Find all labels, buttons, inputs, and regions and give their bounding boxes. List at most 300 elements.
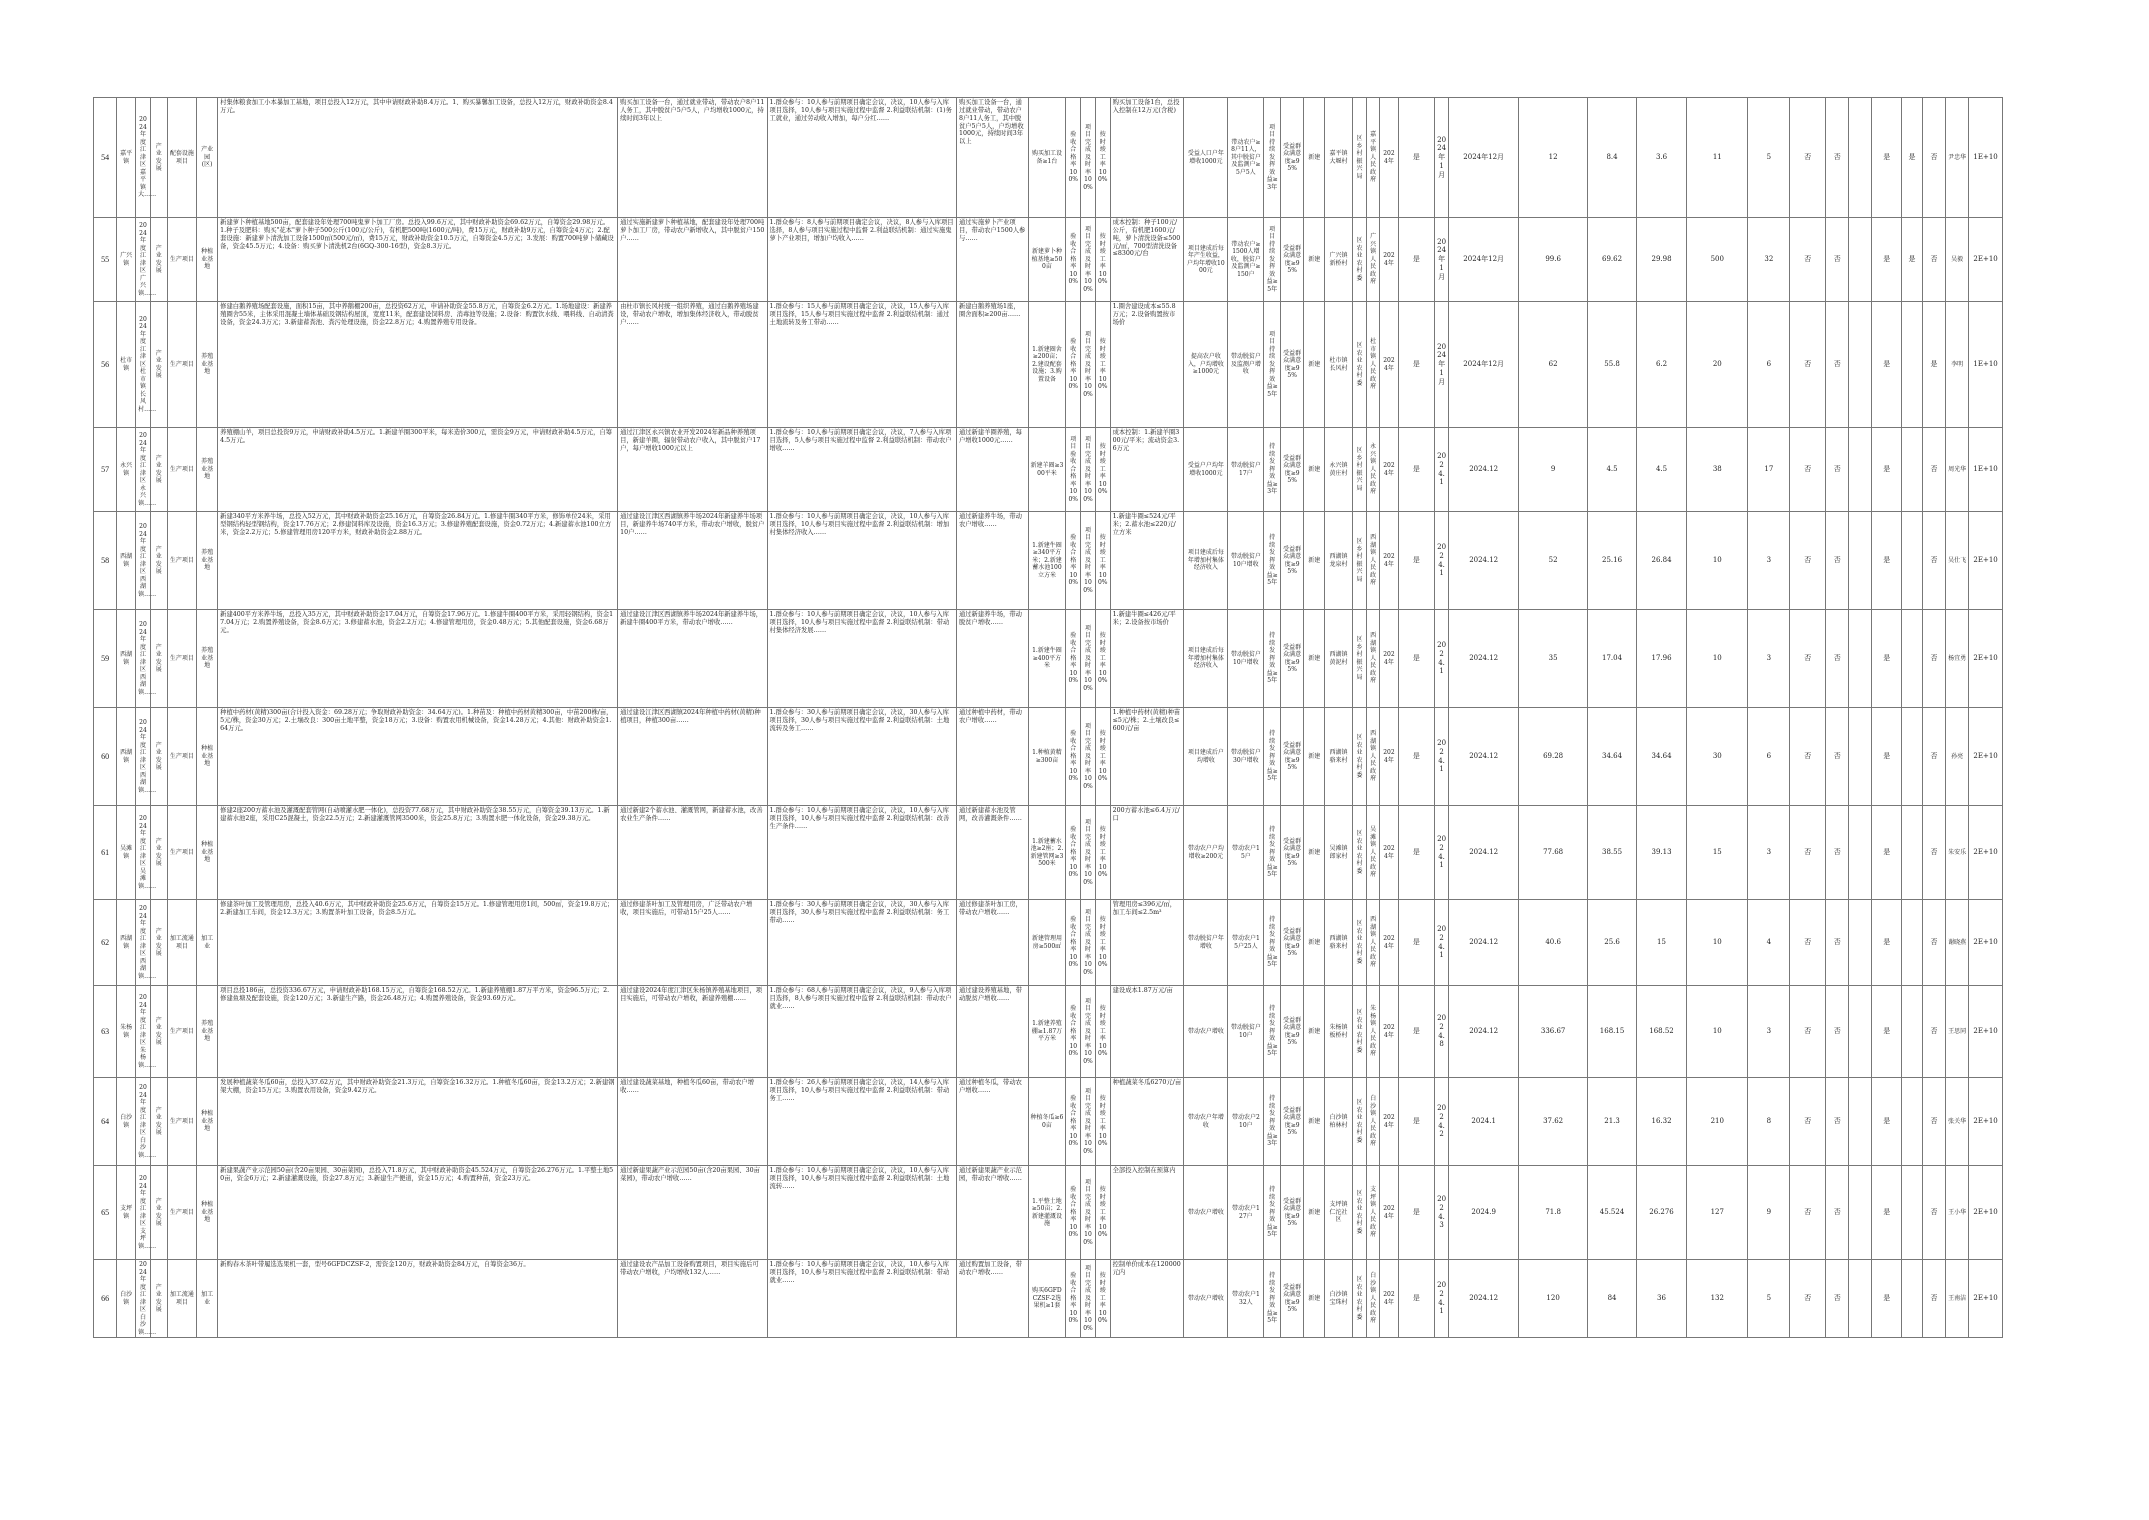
flag3-cell xyxy=(1849,708,1872,806)
contact-person-cell: 周光华 xyxy=(1946,428,1969,512)
table-row xyxy=(94,302,2060,428)
fiscal-fund-cell: 69.62 xyxy=(1588,218,1636,302)
flag3-cell xyxy=(1849,1078,1872,1166)
content-cell: 新建果蔬产业示范园50亩(含20亩果园、30亩菜园)，总投入71.8万元，其中财政补助资金45.524万元，自筹资金26.276万元。1.平整土地50亩，资金6万元；2.新建灌溉设施，资金27.8万元；3.新建生产便道，资金15万元；4.购置种苗，资金23万元。 xyxy=(218,1166,618,1260)
year-cell: 2024年 xyxy=(1379,1166,1398,1260)
category-cell: 产业发展 xyxy=(150,1166,167,1260)
flag5-cell xyxy=(1901,428,1922,512)
project-name-cell: 2024年度江津区嘉平镇大…… xyxy=(136,98,151,218)
mechanism-cell: 1.群众参与：10人参与前期项目确定会议，决议，10人参与入库项目选择，10人参与项目实施过程中监督 2.利益联结机制：改善生产条件…… xyxy=(767,806,956,900)
phone-cell: 2E+10 xyxy=(1969,708,2003,806)
persons-cell: 4 xyxy=(1748,900,1790,986)
dept-cell: 区农业农村委 xyxy=(1352,218,1367,302)
econ-benefit-cell: 成本控制：种子100元/公斤，有机肥1600元/吨，萝卜清洗设备≤500元/㎡，700型清洗设备≤8300元/台 xyxy=(1110,218,1184,302)
project-name-cell: 2024年度江津区西湖镇…… xyxy=(136,512,151,610)
total-investment-cell: 40.6 xyxy=(1518,900,1587,986)
owner-cell: 支坪镇人民政府 xyxy=(1367,1166,1380,1260)
flag2-cell: 否 xyxy=(1826,986,1849,1078)
row-number: 65 xyxy=(94,1166,117,1260)
location-cell: 杜市镇长风村 xyxy=(1325,302,1352,428)
flag1-cell: 否 xyxy=(1790,218,1826,302)
location-cell: 西湖镇骆来村 xyxy=(1325,900,1352,986)
flag6-cell: 是 xyxy=(1922,302,1945,428)
project-name-cell: 2024年度江津区西湖镇…… xyxy=(136,900,151,986)
fiscal-fund-cell: 45.524 xyxy=(1588,1166,1636,1260)
cost-cell: 按时竣工率100% xyxy=(1095,1078,1110,1166)
table-row xyxy=(94,1260,2060,1338)
timeliness-cell: 项目完成及时率100% xyxy=(1081,302,1096,428)
cost-cell: 按时竣工率100% xyxy=(1095,806,1110,900)
econ-benefit-cell: 购买加工设备1台，总投入控制在12万元(含税) xyxy=(1110,98,1184,218)
dept-cell: 区农业农村委 xyxy=(1352,708,1367,806)
location-cell: 白沙镇宝珠村 xyxy=(1325,1260,1352,1338)
type-cell: 种植业基地 xyxy=(197,1166,218,1260)
owner-cell: 西湖镇人民政府 xyxy=(1367,610,1380,708)
satisfaction-cell: 受益群众满意度≥95% xyxy=(1281,302,1304,428)
self-fund-cell: 26.276 xyxy=(1636,1166,1687,1260)
subcategory-cell: 配套设施项目 xyxy=(167,98,196,218)
row-number: 64 xyxy=(94,1078,117,1166)
self-fund-cell: 34.64 xyxy=(1636,708,1687,806)
sustain-benefit-cell: 带动农户132人 xyxy=(1228,1260,1264,1338)
persons-cell: 3 xyxy=(1748,986,1790,1078)
nature-cell: 新建 xyxy=(1304,806,1325,900)
sustain-years-cell: 持续发挥效益≥5年 xyxy=(1264,512,1281,610)
phone-cell: 2E+10 xyxy=(1969,806,2003,900)
satisfaction-cell: 受益群众满意度≥95% xyxy=(1281,986,1304,1078)
social-benefit-cell: 带动农户户均增收≥200元 xyxy=(1184,806,1228,900)
subcategory-cell: 生产项目 xyxy=(167,986,196,1078)
indicator-cell: 通过实施萝卜产业项目，带动农户1500人参与…… xyxy=(956,218,1028,302)
indicator-cell: 通过种植中药材，带动农户增收…… xyxy=(956,708,1028,806)
output-cell: 1.新建圈舍≥200亩；2.建设配套设施；3.购置设备 xyxy=(1028,302,1066,428)
indicator-cell: 通过新建蓄水池及管网，改善灌溉条件…… xyxy=(956,806,1028,900)
flag1-cell: 否 xyxy=(1790,428,1826,512)
sustain-years-cell: 持续发挥效益≥5年 xyxy=(1264,986,1281,1078)
year-cell: 2024年 xyxy=(1379,806,1398,900)
flag3-cell xyxy=(1849,986,1872,1078)
table-row xyxy=(94,986,2060,1078)
cost-cell: 按时竣工率100% xyxy=(1095,428,1110,512)
phone-cell: 2E+10 xyxy=(1969,218,2003,302)
location-cell: 朱杨镇板桥村 xyxy=(1325,986,1352,1078)
type-cell: 产业园(区) xyxy=(197,98,218,218)
sustain-years-cell: 持续发挥效益≥5年 xyxy=(1264,610,1281,708)
households-cell: 10 xyxy=(1687,512,1748,610)
goal-cell: 由杜市镇长风村统一组织养殖，通过白鹅养殖场建设，带动农户增收，增加集体经济收入，带动脱贫户…… xyxy=(618,302,767,428)
nature-cell: 新建 xyxy=(1304,218,1325,302)
flag2-cell: 否 xyxy=(1826,1260,1849,1338)
fiscal-fund-cell: 84 xyxy=(1588,1260,1636,1338)
contact-person-cell: 谢晓燕 xyxy=(1946,900,1969,986)
content-cell: 新建400平方米养牛场，总投入35万元，其中财政补助资金17.04万元，自筹资金17.96万元。1.修建牛圈400平方米，采用轻钢结构，资金17.04万元；2.购置养殖设备，资金8.6万元；3.修建蓄水池，资金2.2万元；4.修建管理用房，资金0.48万元；5.其他配套设施，资金6.68万元。 xyxy=(218,610,618,708)
fiscal-fund-cell: 38.55 xyxy=(1588,806,1636,900)
indicator-cell: 通过修建茶叶加工房，带动农户增收…… xyxy=(956,900,1028,986)
sustain-years-cell: 项目持续发挥效益≥5年 xyxy=(1264,302,1281,428)
row-number: 66 xyxy=(94,1260,117,1338)
dept-cell: 区农业农村委 xyxy=(1352,806,1367,900)
project-name-cell: 2024年度江津区朱杨镇…… xyxy=(136,986,151,1078)
social-benefit-cell: 受益户户均年增收1000元 xyxy=(1184,428,1228,512)
year-cell: 2024年 xyxy=(1379,98,1398,218)
type-cell: 养殖业基地 xyxy=(197,428,218,512)
sustain-years-cell: 持续发挥效益≥3年 xyxy=(1264,428,1281,512)
sustain-years-cell: 项目持续发挥效益≥5年 xyxy=(1264,218,1281,302)
flag-cell: 是 xyxy=(1398,512,1434,610)
row-number: 60 xyxy=(94,708,117,806)
flag5-cell: 是 xyxy=(1901,218,1922,302)
quality-cell: 验收合格率100% xyxy=(1066,610,1081,708)
town-cell: 吴滩镇 xyxy=(117,806,136,900)
flag3-cell xyxy=(1849,302,1872,428)
total-investment-cell: 62 xyxy=(1518,302,1587,428)
fiscal-fund-cell: 55.8 xyxy=(1588,302,1636,428)
phone-cell: 2E+10 xyxy=(1969,1260,2003,1338)
category-cell: 产业发展 xyxy=(150,806,167,900)
total-investment-cell: 12 xyxy=(1518,98,1587,218)
flag6-cell: 否 xyxy=(1922,1166,1945,1260)
self-fund-cell: 17.96 xyxy=(1636,610,1687,708)
row-number: 58 xyxy=(94,512,117,610)
flag5-cell xyxy=(1901,610,1922,708)
town-cell: 西湖镇 xyxy=(117,900,136,986)
satisfaction-cell: 受益群众满意度≥95% xyxy=(1281,1166,1304,1260)
self-fund-cell: 26.84 xyxy=(1636,512,1687,610)
persons-cell: 9 xyxy=(1748,1166,1790,1260)
type-cell: 种植业基地 xyxy=(197,218,218,302)
town-cell: 白沙镇 xyxy=(117,1078,136,1166)
town-cell: 西湖镇 xyxy=(117,708,136,806)
flag6-cell: 否 xyxy=(1922,610,1945,708)
table-row xyxy=(94,512,2060,610)
households-cell: 38 xyxy=(1687,428,1748,512)
contact-person-cell: 孙亮 xyxy=(1946,708,1969,806)
quality-cell: 验收合格率100% xyxy=(1066,302,1081,428)
flag3-cell xyxy=(1849,1260,1872,1338)
sustain-benefit-cell: 带动农户127户 xyxy=(1228,1166,1264,1260)
flag2-cell: 否 xyxy=(1826,806,1849,900)
start-date-cell: 2024.3 xyxy=(1434,1166,1449,1260)
category-cell: 产业发展 xyxy=(150,1260,167,1338)
cost-cell: 按时竣工率100% xyxy=(1095,610,1110,708)
subcategory-cell: 加工流通项目 xyxy=(167,1260,196,1338)
timeliness-cell: 项目完成及时率100% xyxy=(1081,610,1096,708)
output-cell: 1.新建牛圈≥400平方米 xyxy=(1028,610,1066,708)
dept-cell: 区乡村振兴局 xyxy=(1352,610,1367,708)
households-cell: 11 xyxy=(1687,98,1748,218)
quality-cell: 验收合格率100% xyxy=(1066,98,1081,218)
flag1-cell: 否 xyxy=(1790,806,1826,900)
quality-cell: 验收合格率100% xyxy=(1066,1078,1081,1166)
project-name-cell: 2024年度江津区杜市镇长风村…… xyxy=(136,302,151,428)
self-fund-cell: 4.5 xyxy=(1636,428,1687,512)
town-cell: 西湖镇 xyxy=(117,610,136,708)
cost-cell: 按时竣工率100% xyxy=(1095,218,1110,302)
flag3-cell xyxy=(1849,218,1872,302)
econ-benefit-cell: 1.种植中药材(黄精)种苗≤5元/株；2.土壤改良≤600元/亩 xyxy=(1110,708,1184,806)
location-cell: 广兴镇新桥村 xyxy=(1325,218,1352,302)
timeliness-cell: 项目完成及时率100% xyxy=(1081,708,1096,806)
mechanism-cell: 1.群众参与：26人参与前期项目确定会议，决议，14人参与入库项目选择，10人参与项目实施过程中监督 2.利益联结机制：带动务工…… xyxy=(767,1078,956,1166)
year-cell: 2024年 xyxy=(1379,218,1398,302)
flag2-cell: 否 xyxy=(1826,610,1849,708)
econ-benefit-cell: 200方蓄水池≤6.4万元/口 xyxy=(1110,806,1184,900)
mechanism-cell: 1.群众参与：10人参与前期项目确定会议，决议，10人参与入库项目选择，10人参与项目实施过程中监督 2.利益联结机制：带动村集体经济发展…… xyxy=(767,610,956,708)
flag5-cell xyxy=(1901,1166,1922,1260)
category-cell: 产业发展 xyxy=(150,218,167,302)
category-cell: 产业发展 xyxy=(150,302,167,428)
owner-cell: 朱杨镇人民政府 xyxy=(1367,986,1380,1078)
goal-cell: 通过新建2个蓄水池、灌溉管网，新建蓄水池，改善农业生产条件…… xyxy=(618,806,767,900)
dept-cell: 区农业农村委 xyxy=(1352,302,1367,428)
flag5-cell xyxy=(1901,900,1922,986)
contact-person-cell: 朱安乐 xyxy=(1946,806,1969,900)
flag4-cell: 是 xyxy=(1872,986,1901,1078)
fiscal-fund-cell: 25.16 xyxy=(1588,512,1636,610)
flag-cell: 是 xyxy=(1398,98,1434,218)
goal-cell: 通过新建果蔬产业示范园50亩(含20亩果园、30亩菜园)，带动农户增收…… xyxy=(618,1166,767,1260)
type-cell: 养殖业基地 xyxy=(197,986,218,1078)
content-cell: 村集体粮食加工小本暴加工基地，项目总投入12万元，其中申请财政补助8.4万元。1、购买暴馨加工设备，总投入12万元，财政补助资金8.4万元。 xyxy=(218,98,618,218)
year-cell: 2024年 xyxy=(1379,900,1398,986)
goal-cell: 通过建设江津区西湖镇养牛场2024年新建养牛场，新建牛圈400平方米，带动农户增收…… xyxy=(618,610,767,708)
sustain-years-cell: 持续发挥效益≥5年 xyxy=(1264,708,1281,806)
dept-cell: 区农业农村委 xyxy=(1352,1166,1367,1260)
project-name-cell: 2024年度江津区吴滩镇…… xyxy=(136,806,151,900)
mechanism-cell: 1.群众参与：68人参与前期项目确定会议，决议，9人参与入库项目选择，8人参与项目实施过程中监督 2.利益联结机制：带动农户就业…… xyxy=(767,986,956,1078)
mechanism-cell: 1.群众参与：30人参与前期项目确定会议，决议，30人参与入库项目选择，30人参与项目实施过程中监督 2.利益联结机制：务工带动…… xyxy=(767,900,956,986)
project-name-cell: 2024年度江津区白沙镇…… xyxy=(136,1260,151,1338)
row-number: 55 xyxy=(94,218,117,302)
nature-cell: 新建 xyxy=(1304,302,1325,428)
flag1-cell: 否 xyxy=(1790,708,1826,806)
timeliness-cell: 项目完成及时率100% xyxy=(1081,428,1096,512)
households-cell: 127 xyxy=(1687,1166,1748,1260)
total-investment-cell: 52 xyxy=(1518,512,1587,610)
self-fund-cell: 6.2 xyxy=(1636,302,1687,428)
indicator-cell: 通过新建养牛场，带动脱贫户增收…… xyxy=(956,610,1028,708)
year-cell: 2024年 xyxy=(1379,428,1398,512)
subcategory-cell: 生产项目 xyxy=(167,708,196,806)
dept-cell: 区农业农村委 xyxy=(1352,1260,1367,1338)
year-cell: 2024年 xyxy=(1379,1078,1398,1166)
year-cell: 2024年 xyxy=(1379,1260,1398,1338)
flag-cell: 是 xyxy=(1398,1166,1434,1260)
persons-cell: 3 xyxy=(1748,610,1790,708)
self-fund-cell: 36 xyxy=(1636,1260,1687,1338)
sustain-benefit-cell: 带动农户15户 xyxy=(1228,806,1264,900)
category-cell: 产业发展 xyxy=(150,708,167,806)
flag6-cell: 否 xyxy=(1922,1078,1945,1166)
social-benefit-cell: 带动脱贫户年增收 xyxy=(1184,900,1228,986)
flag4-cell: 是 xyxy=(1872,1078,1901,1166)
total-investment-cell: 336.67 xyxy=(1518,986,1587,1078)
nature-cell: 新建 xyxy=(1304,1078,1325,1166)
econ-benefit-cell: 成本控制：1.新建羊圈300元/平米；流动资金3.6万元 xyxy=(1110,428,1184,512)
flag4-cell: 是 xyxy=(1872,98,1901,218)
type-cell: 种植业基地 xyxy=(197,708,218,806)
goal-cell: 通过建设江津区西湖镇养牛场2024年新建养牛场项目，新建养牛场740平方米，带动农户增收，脱贫户10户…… xyxy=(618,512,767,610)
sustain-benefit-cell: 带动脱贫户10户 xyxy=(1228,986,1264,1078)
fiscal-fund-cell: 168.15 xyxy=(1588,986,1636,1078)
households-cell: 132 xyxy=(1687,1260,1748,1338)
phone-cell: 2E+10 xyxy=(1969,610,2003,708)
flag2-cell: 否 xyxy=(1826,1166,1849,1260)
project-name-cell: 2024年度江津区支坪镇…… xyxy=(136,1166,151,1260)
flag3-cell xyxy=(1849,428,1872,512)
nature-cell: 新建 xyxy=(1304,610,1325,708)
total-investment-cell: 120 xyxy=(1518,1260,1587,1338)
quality-cell: 验收合格率100% xyxy=(1066,708,1081,806)
total-investment-cell: 37.62 xyxy=(1518,1078,1587,1166)
start-date-cell: 2024.1 xyxy=(1434,806,1449,900)
econ-benefit-cell: 管理用房≤396元/㎡，加工车间≤2.5m³ xyxy=(1110,900,1184,986)
dept-cell: 区农业农村委 xyxy=(1352,986,1367,1078)
satisfaction-cell: 受益群众满意度≥95% xyxy=(1281,98,1304,218)
flag-cell: 是 xyxy=(1398,708,1434,806)
owner-cell: 西湖镇人民政府 xyxy=(1367,900,1380,986)
flag1-cell: 否 xyxy=(1790,1260,1826,1338)
flag2-cell: 否 xyxy=(1826,302,1849,428)
social-benefit-cell: 项目建成后每年产生收益，户均年增收1000元 xyxy=(1184,218,1228,302)
content-cell: 修建白鹅养殖场配套设施，面积15亩，其中养鹅棚200亩，总投资62万元，申请补助资金55.8万元，自筹资金6.2万元。1.场地建设：新建养殖圈舍55米，主体采用混凝土墙体基础及钢结构屋顶，宽度11米，配套建设饲料房、消毒池等设施；2.设备：购置饮水线、喂料线、自动清粪设备，资金24.3万元；3.新建蓄粪池、粪污处理设施，资金22.8万元；4.购置养殖专用设备。 xyxy=(218,302,618,428)
start-date-cell: 2024.1 xyxy=(1434,1260,1449,1338)
end-date-cell: 2024.12 xyxy=(1449,806,1518,900)
location-cell: 永兴镇黄庄村 xyxy=(1325,428,1352,512)
mechanism-cell: 1.群众参与：10人参与前期项目确定会议，决议，10人参与入库项目选择，10人参与项目实施过程中监督 2.利益联结机制：(1)务工就业，通过劳动收入增加，每户分红…… xyxy=(767,98,956,218)
social-benefit-cell: 带动农户年增收 xyxy=(1184,1078,1228,1166)
location-cell: 吴滩镇郎家村 xyxy=(1325,806,1352,900)
dept-cell: 区乡村振兴局 xyxy=(1352,428,1367,512)
contact-person-cell: 王小华 xyxy=(1946,1166,1969,1260)
goal-cell: 通过建设江津区西湖镇2024年种植中药材(黄精)种植项目，种植300亩…… xyxy=(618,708,767,806)
project-name-cell: 2024年度江津区西湖镇…… xyxy=(136,610,151,708)
econ-benefit-cell: 1.新建牛圈≤426元/平米；2.设备按市场价 xyxy=(1110,610,1184,708)
output-cell: 1.新建牛圈≥340平方米；2.新建蓄水池100立方米 xyxy=(1028,512,1066,610)
households-cell: 15 xyxy=(1687,806,1748,900)
start-date-cell: 2024年1月 xyxy=(1434,302,1449,428)
total-investment-cell: 71.8 xyxy=(1518,1166,1587,1260)
category-cell: 产业发展 xyxy=(150,610,167,708)
year-cell: 2024年 xyxy=(1379,512,1398,610)
flag1-cell: 否 xyxy=(1790,302,1826,428)
town-cell: 永兴镇 xyxy=(117,428,136,512)
year-cell: 2024年 xyxy=(1379,708,1398,806)
goal-cell: 通过实施新建萝卜种植基地，配套建设年处理700吨萝卜加工厂房，带动农户新增收入，其中脱贫户150户…… xyxy=(618,218,767,302)
persons-cell: 3 xyxy=(1748,806,1790,900)
town-cell: 支坪镇 xyxy=(117,1166,136,1260)
indicator-cell: 通过新建羊圈养殖，每户增收1000元…… xyxy=(956,428,1028,512)
flag3-cell xyxy=(1849,1166,1872,1260)
flag2-cell: 否 xyxy=(1826,218,1849,302)
table-row xyxy=(94,1166,2060,1260)
content-cell: 种植中药材(黄精)300亩(合计投入资金：69.28万元；争取财政补助资金：34.64万元)。1.种苗及：种植中药材黄精300亩，中苗200株/亩，5元/株，资金30万元；2.土壤改良：300亩土地平整，资金18万元；3.设备：购置农用机械设备，资金14.28万元；4.其他：财政补助资金1.64万元。 xyxy=(218,708,618,806)
nature-cell: 新建 xyxy=(1304,512,1325,610)
total-investment-cell: 99.6 xyxy=(1518,218,1587,302)
flag6-cell: 否 xyxy=(1922,986,1945,1078)
phone-cell: 2E+10 xyxy=(1969,512,2003,610)
flag4-cell: 是 xyxy=(1872,1166,1901,1260)
flag6-cell: 否 xyxy=(1922,428,1945,512)
output-cell: 1.新建养殖棚≥1.87万平方米 xyxy=(1028,986,1066,1078)
indicator-cell: 通过建设养殖基地，带动脱贫户增收…… xyxy=(956,986,1028,1078)
sustain-benefit-cell: 带动脱贫户30户增收 xyxy=(1228,708,1264,806)
flag2-cell: 否 xyxy=(1826,428,1849,512)
sustain-benefit-cell: 带动农户≥1500人增收，脱贫户及监测户≥150户 xyxy=(1228,218,1264,302)
flag5-cell xyxy=(1901,708,1922,806)
satisfaction-cell: 受益群众满意度≥95% xyxy=(1281,708,1304,806)
location-cell: 白沙镇柏林村 xyxy=(1325,1078,1352,1166)
cost-cell: 按时竣工率100% xyxy=(1095,1166,1110,1260)
row-number: 61 xyxy=(94,806,117,900)
output-cell: 购买加工设备≥1台 xyxy=(1028,98,1066,218)
end-date-cell: 2024.12 xyxy=(1449,900,1518,986)
flag4-cell: 是 xyxy=(1872,708,1901,806)
flag2-cell: 否 xyxy=(1826,512,1849,610)
timeliness-cell: 项目完成及时率100% xyxy=(1081,900,1096,986)
cost-cell: 按时竣工率100% xyxy=(1095,512,1110,610)
nature-cell: 新建 xyxy=(1304,98,1325,218)
end-date-cell: 2024年12月 xyxy=(1449,98,1518,218)
households-cell: 10 xyxy=(1687,610,1748,708)
self-fund-cell: 29.98 xyxy=(1636,218,1687,302)
flag3-cell xyxy=(1849,900,1872,986)
start-date-cell: 2024年1月 xyxy=(1434,218,1449,302)
cost-cell: 按时竣工率100% xyxy=(1095,302,1110,428)
indicator-cell: 新建白鹅养殖场1座，圈舍面积≥200亩…… xyxy=(956,302,1028,428)
timeliness-cell: 项目完成及时率100% xyxy=(1081,1166,1096,1260)
econ-benefit-cell: 建设成本1.87万元/亩 xyxy=(1110,986,1184,1078)
flag-cell: 是 xyxy=(1398,218,1434,302)
subcategory-cell: 生产项目 xyxy=(167,610,196,708)
econ-benefit-cell: 种植蔬菜冬瓜6270元/亩 xyxy=(1110,1078,1184,1166)
category-cell: 产业发展 xyxy=(150,512,167,610)
fiscal-fund-cell: 21.3 xyxy=(1588,1078,1636,1166)
contact-person-cell: 吴仕飞 xyxy=(1946,512,1969,610)
timeliness-cell: 项目完成及时率100% xyxy=(1081,1078,1096,1166)
satisfaction-cell: 受益群众满意度≥95% xyxy=(1281,428,1304,512)
end-date-cell: 2024年12月 xyxy=(1449,302,1518,428)
goal-cell: 通过修建茶叶加工及管理用房，广泛带动农户增收，项目实施后，可带动15户25人…… xyxy=(618,900,767,986)
flag5-cell xyxy=(1901,986,1922,1078)
flag1-cell: 否 xyxy=(1790,1078,1826,1166)
quality-cell: 验收合格率100% xyxy=(1066,986,1081,1078)
total-investment-cell: 35 xyxy=(1518,610,1587,708)
cost-cell: 按时竣工率100% xyxy=(1095,98,1110,218)
total-investment-cell: 69.28 xyxy=(1518,708,1587,806)
dept-cell: 区农业农村委 xyxy=(1352,900,1367,986)
flag-cell: 是 xyxy=(1398,1078,1434,1166)
flag1-cell: 否 xyxy=(1790,1166,1826,1260)
self-fund-cell: 15 xyxy=(1636,900,1687,986)
row-number: 59 xyxy=(94,610,117,708)
goal-cell: 通过建设蔬菜基地，种植冬瓜60亩，带动农户增收…… xyxy=(618,1078,767,1166)
start-date-cell: 2024.1 xyxy=(1434,900,1449,986)
indicator-cell: 通过新建果蔬产业示范园，带动农户增收…… xyxy=(956,1166,1028,1260)
town-cell: 杜市镇 xyxy=(117,302,136,428)
table-row xyxy=(94,218,2060,302)
table-row xyxy=(94,708,2060,806)
flag5-cell xyxy=(1901,302,1922,428)
flag1-cell: 否 xyxy=(1790,512,1826,610)
cost-cell: 按时竣工率100% xyxy=(1095,1260,1110,1338)
sustain-benefit-cell: 带动农户≥8户11人，其中脱贫户及监测户≥5户5人 xyxy=(1228,98,1264,218)
dept-cell: 区乡村振兴局 xyxy=(1352,512,1367,610)
econ-benefit-cell: 控制单价成本在120000元内 xyxy=(1110,1260,1184,1338)
cost-cell: 按时竣工率100% xyxy=(1095,900,1110,986)
owner-cell: 永兴镇人民政府 xyxy=(1367,428,1380,512)
self-fund-cell: 3.6 xyxy=(1636,98,1687,218)
